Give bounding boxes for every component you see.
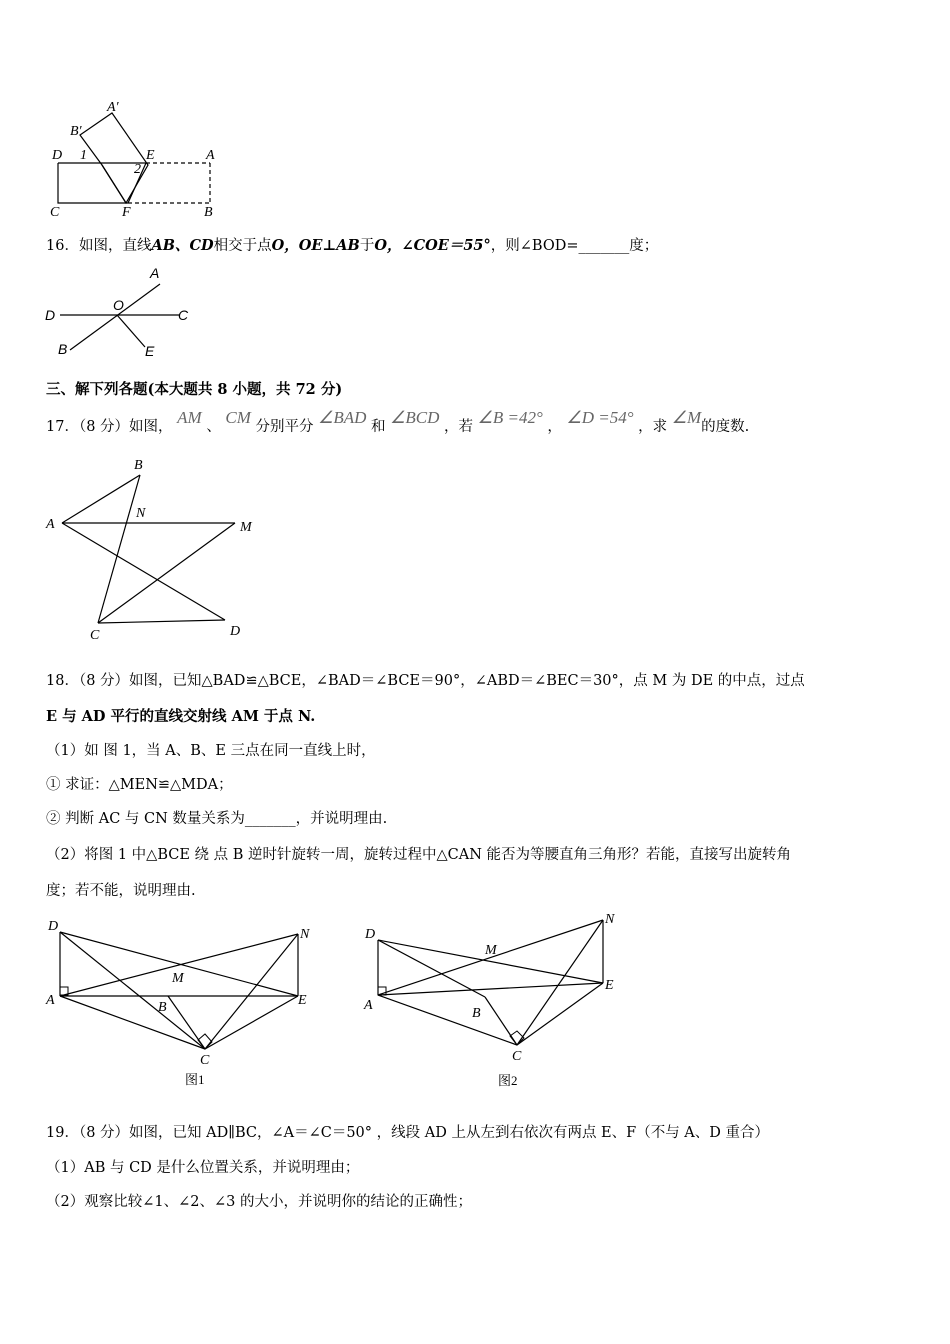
question-18-line-3: （1）如 图 1，当 A、B、E 三点在同一直线上时，: [46, 743, 376, 759]
label-a: A: [206, 148, 215, 163]
label-c: C: [50, 205, 60, 220]
label-b-prime: B′: [70, 124, 82, 139]
q17-label-a: A: [46, 517, 55, 532]
q16-label-d: D: [45, 307, 56, 323]
figure-intersecting-lines: [40, 262, 210, 362]
q18f2-label-m: M: [485, 943, 497, 958]
q18f1-label-e: E: [298, 993, 307, 1008]
question-19-line-1: 19．（8 分）如图，已知 AD∥BC，∠A＝∠C＝50° ，线段 AD 上从左到右依次有两点 E、F（不与 A、D 重合）: [46, 1125, 770, 1141]
question-18-line-4: ① 求证：△MEN≌△MDA；: [46, 777, 233, 793]
question-19-line-3: （2）观察比较∠1、∠2、∠3 的大小，并说明你的结论的正确性；: [46, 1194, 472, 1210]
q16-label-a: A: [150, 265, 160, 281]
figure-q17: [40, 455, 270, 645]
question-18-line-7: 度；若不能，说明理由.: [46, 883, 196, 899]
label-f: F: [122, 205, 131, 220]
q18f2-label-e: E: [605, 978, 614, 993]
q18f1-label-c: C: [200, 1053, 210, 1068]
q16-label-e: E: [145, 343, 155, 359]
q17-label-b: B: [134, 458, 143, 473]
q18f2-caption: 图2: [498, 1073, 518, 1088]
section-title: 三、解下列各题(本大题共 8 小题，共 72 分): [46, 381, 343, 398]
q16-label-o: O: [113, 297, 124, 313]
figure-q18-1: [40, 912, 330, 1092]
question-18-line-5: ② 判断 AC 与 CN 数量关系为_______，并说明理由.: [46, 811, 388, 827]
question-16: 16．如图，直线AB、CD相交于点O，OE⊥AB于O，∠COE＝55°，则∠BOD=_______度；: [46, 237, 659, 254]
q18f2-label-a: A: [364, 998, 373, 1013]
label-e: E: [146, 148, 155, 163]
q17-label-c: C: [90, 628, 100, 643]
q18f2-label-b: B: [472, 1006, 481, 1021]
q18f1-label-n: N: [300, 927, 310, 942]
q18f2-label-n: N: [605, 912, 615, 927]
question-18-line-1: 18．（8 分）如图，已知△BAD≌△BCE，∠BAD＝∠BCE＝90°，∠ABD＝∠BEC＝30°，点 M 为 DE 的中点，过点: [46, 673, 805, 689]
q18f2-label-d: D: [365, 927, 376, 942]
question-17: 17．（8 分）如图， AM 、 CM 分别平分 ∠BAD 和 ∠BCD ，若 ∠B =42° ， ∠D =54° ，求 ∠M的度数.: [46, 408, 750, 435]
label-b: B: [204, 205, 213, 220]
label-1: 1: [80, 148, 87, 163]
q18f1-label-d: D: [48, 919, 59, 934]
q17-label-n: N: [136, 506, 146, 521]
label-2: 2: [134, 162, 141, 177]
q18f2-label-c: C: [512, 1049, 522, 1064]
q17-label-m: M: [240, 520, 252, 535]
question-18-line-2: E 与 AD 平行的直线交射线 AM 于点 N.: [46, 708, 316, 725]
q18f1-caption: 图1: [185, 1072, 205, 1087]
question-18-line-6: （2）将图 1 中△BCE 绕 点 B 逆时针旋转一周，旋转过程中△CAN 能否为等腰直角三角形？若能，直接写出旋转角: [46, 847, 792, 863]
q16-label-c: C: [178, 307, 189, 323]
q17-label-d: D: [230, 624, 241, 639]
question-19-line-2: （1）AB 与 CD 是什么位置关系，并说明理由；: [46, 1160, 360, 1176]
q18f1-label-m: M: [172, 971, 184, 986]
label-d: D: [52, 148, 63, 163]
q16-label-b: B: [58, 341, 68, 357]
q18f1-label-b: B: [158, 1000, 167, 1015]
figure-folded-rectangle: [40, 95, 240, 225]
label-a-prime: A′: [107, 100, 119, 115]
q18f1-label-a: A: [46, 993, 55, 1008]
figure-q18-2: [360, 905, 630, 1090]
